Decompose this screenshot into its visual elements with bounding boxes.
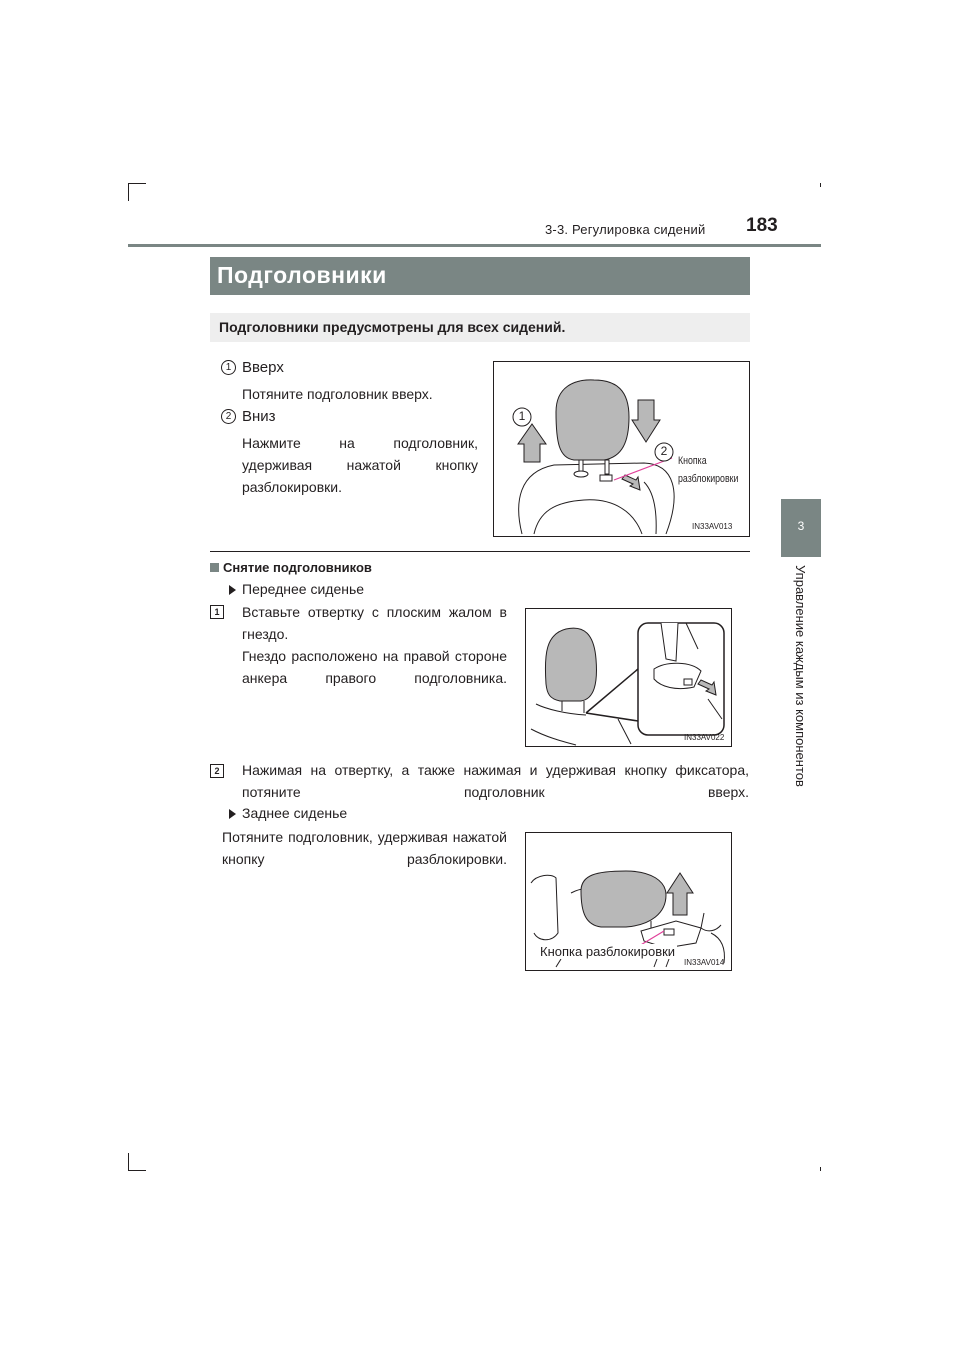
arrow-push-icon	[622, 475, 640, 490]
seat-line	[531, 729, 576, 745]
headrest-post-right	[605, 460, 609, 474]
zoom-anchor	[654, 663, 701, 688]
rear-text: Потяните подголовник, удерживая нажатой кнопку разблокировки.	[222, 829, 507, 867]
crop-mark-bottom-right	[820, 1167, 821, 1171]
item-heading-up: Вверх	[242, 359, 284, 376]
item-number-1: 1	[221, 360, 236, 375]
headrest	[545, 628, 596, 701]
front-step1-text: Вставьте отвертку с плоским жалом в гнездо.	[242, 604, 507, 642]
crop-mark-bottom-left-h	[128, 1170, 146, 1171]
step-number-2: 2	[210, 764, 224, 778]
removal-heading	[210, 557, 372, 579]
headrest	[581, 871, 666, 927]
front-step1-note: Гнездо расположено на правой стороне анкера правого подголовника.	[242, 648, 507, 686]
section-title: Подголовники	[217, 262, 387, 288]
page-number: 183	[746, 215, 778, 236]
figure-id: IN33AV014	[684, 958, 725, 967]
figure-label: Кнопка разблокировки	[540, 944, 676, 959]
triangle-bullet-icon	[229, 809, 236, 819]
crop-mark-bottom-left-v	[128, 1153, 129, 1171]
zoom-line-bottom	[586, 713, 638, 721]
seat-contour	[534, 500, 642, 534]
step-number-1: 1	[210, 605, 224, 619]
chapter-tab	[781, 499, 821, 557]
crop-mark-top-left-h	[128, 183, 146, 184]
intro-bar	[210, 313, 750, 342]
seat-top	[536, 704, 586, 715]
headrest	[556, 380, 629, 460]
rear-seat-left	[531, 875, 558, 939]
item-text-down: Нажмите на подголовник, удерживая нажатой кнопку разблокировки.	[242, 435, 478, 495]
item-number-2: 2	[221, 409, 236, 424]
crop-mark-top-left-v	[128, 183, 129, 201]
headrest-post-left	[579, 460, 583, 472]
front-step2-text: Нажимая на отвертку, а также нажимая и удерживая кнопку фиксатора, потяните подголовник вверх.	[242, 762, 749, 800]
chapter-tab-number: 3	[797, 519, 805, 533]
seat-side-right	[701, 913, 721, 931]
front-seat-subheading	[229, 578, 364, 600]
seat-outline	[519, 463, 674, 534]
crop-mark-top-right	[820, 183, 821, 187]
figure-front-seat-removal	[525, 608, 732, 747]
arrow-up-icon	[518, 424, 546, 462]
arrow-up-icon	[667, 873, 693, 915]
tick-3	[666, 959, 669, 967]
chapter-side-title	[781, 565, 821, 795]
zoom-slot	[684, 679, 692, 685]
chapter-side-title-text: Управление каждым из компонентов	[793, 565, 808, 787]
post-socket-left	[574, 471, 588, 477]
item-heading-down: Вниз	[242, 408, 276, 425]
seat-edge	[618, 719, 631, 744]
item-text-up: Потяните подголовник вверх.	[242, 386, 433, 402]
tick-1	[556, 959, 561, 967]
figure-label-line1: Кнопка	[678, 455, 707, 467]
release-button	[600, 475, 612, 481]
triangle-bullet-icon	[229, 585, 236, 595]
arrow-down-icon	[632, 400, 660, 442]
section-title-bar	[210, 257, 750, 295]
front-seat-subheading-text: Переднее сиденье	[242, 581, 365, 597]
tick-2	[654, 959, 657, 967]
release-button	[664, 929, 674, 935]
callout-2: 2	[660, 444, 668, 458]
intro-text: Подголовники предусмотрены для всех сидений.	[219, 319, 566, 335]
rear-seat-subheading-text: Заднее сиденье	[242, 805, 348, 821]
section-divider	[210, 551, 750, 552]
figure-label-line2: разблокировки	[678, 473, 739, 485]
figure-id: IN33AV013	[692, 522, 733, 531]
running-head: 3-3. Регулировка сидений	[545, 222, 706, 237]
header-rule	[128, 244, 821, 247]
figure-id: IN33AV022	[684, 733, 725, 742]
front-removal-illustration	[526, 609, 731, 746]
headrest-adjust-illustration	[494, 362, 749, 536]
seat-side	[644, 482, 656, 534]
figure-rear-seat-removal	[525, 832, 732, 971]
callout-1: 1	[518, 409, 526, 423]
figure-headrest-adjust	[493, 361, 750, 537]
rear-seat-subheading	[229, 802, 347, 824]
square-bullet-icon	[210, 563, 219, 572]
removal-heading-text: Снятие подголовников	[223, 560, 372, 575]
